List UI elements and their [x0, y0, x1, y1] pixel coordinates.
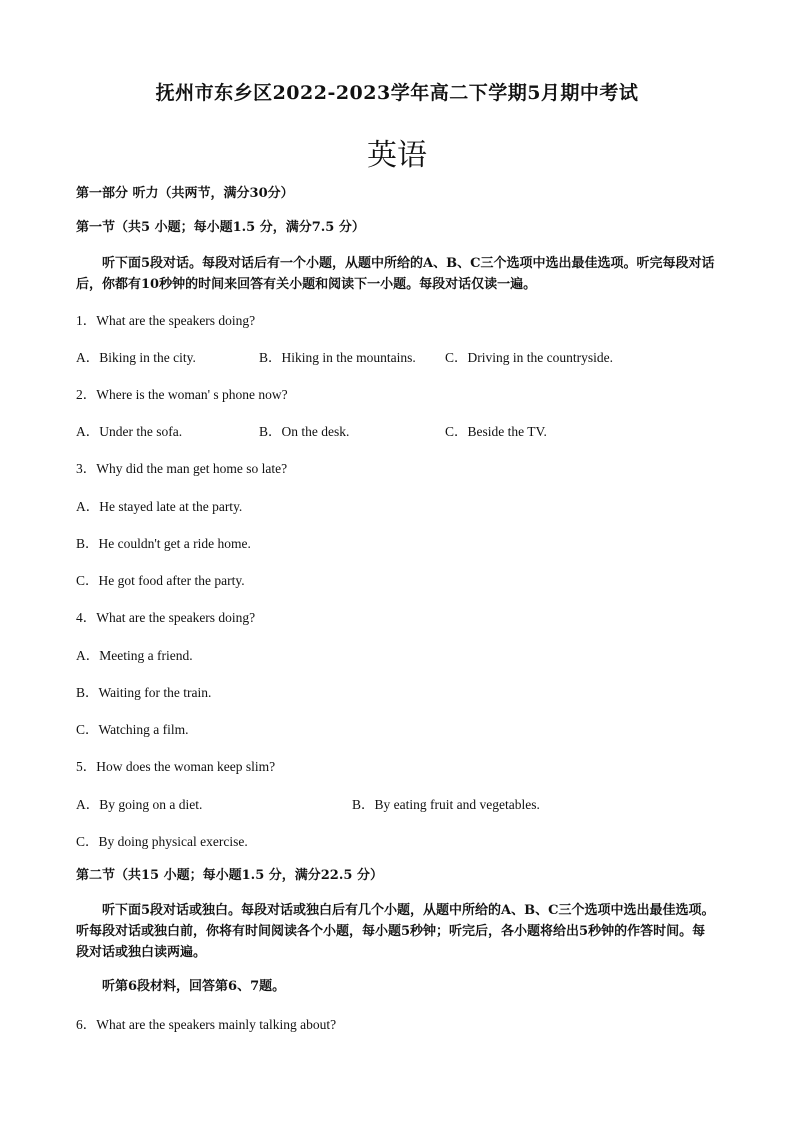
q4-option-b: B．Waiting for the train. [76, 685, 212, 700]
question-5: 5．How does the woman keep slim? [76, 759, 276, 774]
question-4: 4．What are the speakers doing? [76, 610, 256, 625]
q2-option-b: B．On the desk. [259, 424, 350, 439]
q3-option-c: C．He got food after the party. [76, 573, 245, 588]
section2-instructions: 听下面5段对话或独白。每段对话或独白后有几个小题，从题中所给的A、B、C三个选项中选出最佳选项。听每段对话或独白前，你将有时间阅读各个小题，每小题5秒钟；听完后，各小题将给出5秒钟的作答时间。每段对话或独白读两遍。 [76, 903, 715, 960]
material-note: 听第6段材料，回答第6、7题。 [102, 979, 286, 994]
q3-option-a: A．He stayed late at the party. [76, 499, 243, 514]
q3-option-b: B．He couldn't get a ride home. [76, 536, 251, 551]
q5-option-a: A．By going on a diet. [76, 797, 203, 812]
exam-title: 抚州市东乡区2022-2023学年高二下学期5月期中考试 [155, 82, 639, 104]
question-3: 3．Why did the man get home so late? [76, 461, 288, 476]
q1-option-a: A．Biking in the city. [76, 350, 196, 365]
q2-option-a: A．Under the sofa. [76, 424, 183, 439]
q5-option-b: B．By eating fruit and vegetables. [352, 797, 540, 812]
section1-heading: 第一节（共5 小题；每小题1.5 分，满分7.5 分） [76, 220, 365, 235]
q4-option-c: C．Watching a film. [76, 722, 189, 737]
question-6: 6．What are the speakers mainly talking about? [76, 1017, 337, 1032]
q5-option-c: C．By doing physical exercise. [76, 834, 248, 849]
q1-option-c: C．Driving in the countryside. [445, 350, 613, 365]
section1-instructions: 听下面5段对话。每段对话后有一个小题，从题中所给的A、B、C三个选项中选出最佳选项。听完每段对话后，你都有10秒钟的时间来回答有关小题和阅读下一小题。每段对话仅读一遍。 [76, 256, 715, 292]
exam-subject: 英语 [367, 138, 427, 173]
q4-option-a: A．Meeting a friend. [76, 648, 193, 663]
q1-option-b: B．Hiking in the mountains. [259, 350, 416, 365]
question-2: 2．Where is the woman' s phone now? [76, 387, 288, 402]
q2-option-c: C．Beside the TV. [445, 424, 547, 439]
question-1: 1．What are the speakers doing? [76, 313, 256, 328]
section2-heading: 第二节（共15 小题；每小题1.5 分，满分22.5 分） [76, 868, 383, 883]
part1-heading: 第一部分 听力（共两节，满分30分） [76, 186, 294, 201]
